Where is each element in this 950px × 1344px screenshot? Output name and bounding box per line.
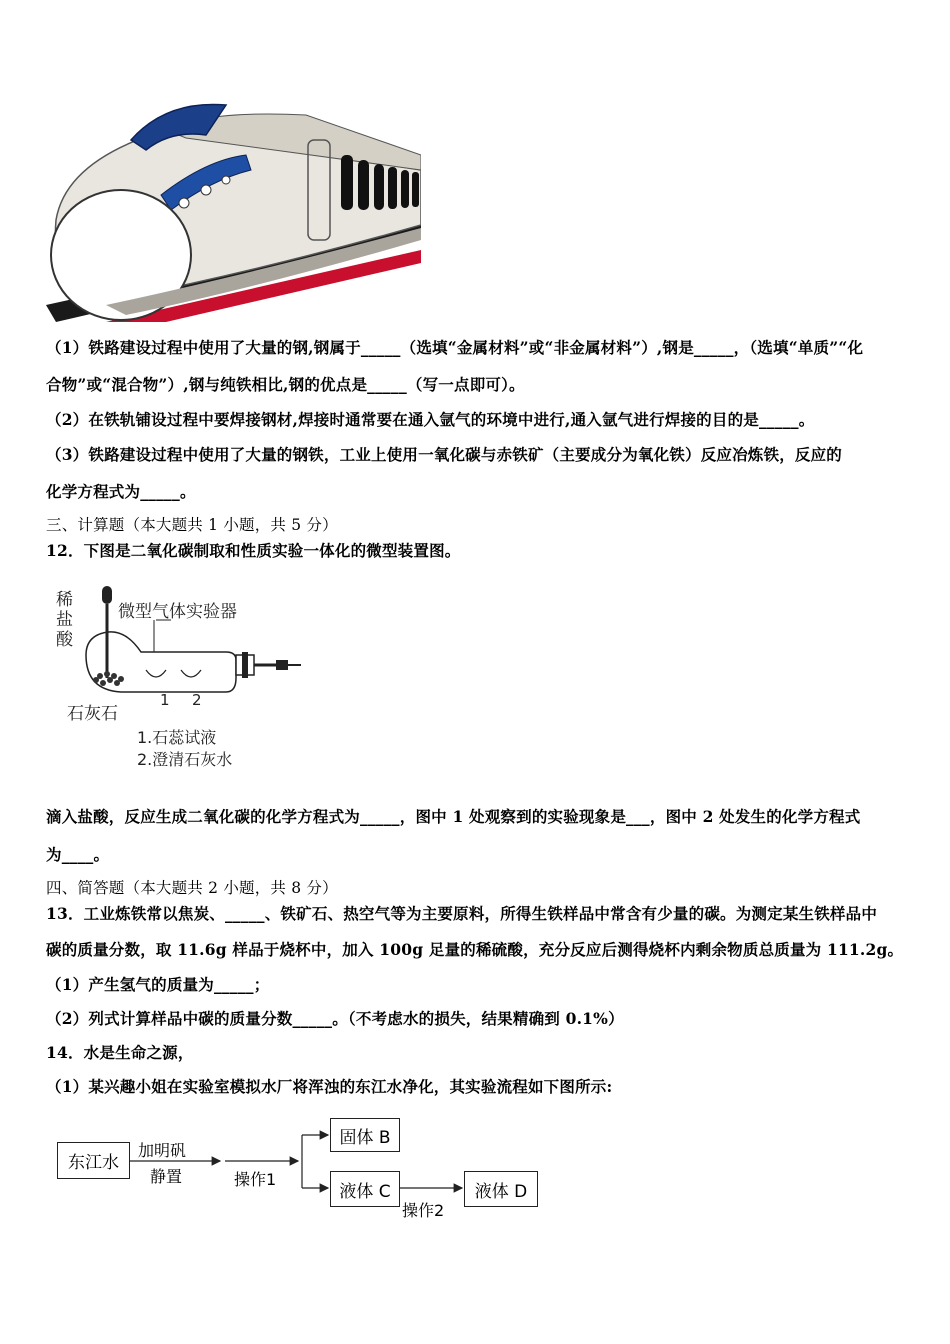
legend-litmus: 1.石蕊试液	[137, 728, 217, 747]
flow-liquid-d-box: 液体 D	[464, 1171, 538, 1207]
flow-solid-b-box: 固体 B	[330, 1118, 400, 1152]
q12-text-line1: 滴入盐酸，反应生成二氧化碳的化学方程式为_____，图中 1 处观察到的实验现象是___，图中 2 处发生的化学方程式	[46, 807, 861, 826]
flow-start-box: 东江水	[57, 1142, 130, 1179]
q13-part2: （2）列式计算样品中碳的质量分数_____。（不考虑水的损失，结果精确到 0.1%）	[46, 1009, 624, 1028]
q13-part1: （1）产生氢气的质量为_____；	[46, 975, 270, 994]
q11-part1-line2: 合物”或“混合物”）,钢与纯铁相比,钢的优点是_____（写一点即可）。	[46, 375, 525, 394]
acid-label: 稀盐酸	[52, 590, 72, 650]
q13-line2: 碳的质量分数，取 11.6g 样品于烧杯中，加入 100g 足量的稀硫酸，充分反应后测得烧杯内剩余物质总质量为 111.2g。	[46, 940, 904, 959]
flow-step1-bottom: 静置	[150, 1167, 183, 1186]
device-label: 微型气体实验器	[118, 602, 237, 622]
flow-op1: 操作1	[234, 1170, 277, 1189]
position-1-label: 1	[160, 691, 170, 709]
section3-heading: 三、计算题（本大题共 1 小题，共 5 分）	[46, 516, 338, 534]
q14-part1: （1）某兴趣小姐在实验室模拟水厂将浑浊的东江水净化，其实验流程如下图所示:	[46, 1077, 613, 1096]
q11-part2: （2）在铁轨铺设过程中要焊接钢材,焊接时通常要在通入氩气的环境中进行,通入氩气进行焊接的目的是_____。	[46, 410, 815, 429]
q13-line1: 13．工业炼铁常以焦炭、_____、铁矿石、热空气等为主要原料，所得生铁样品中常含有少量的碳。为测定某生铁样品中	[46, 904, 878, 923]
position-2-label: 2	[192, 691, 202, 709]
flow-op2: 操作2	[402, 1201, 445, 1220]
train-image	[46, 100, 421, 322]
legend-limewater: 2.澄清石灰水	[137, 750, 233, 769]
flow-liquid-c-box: 液体 C	[330, 1171, 400, 1207]
q11-part3-line2: 化学方程式为_____。	[46, 482, 196, 501]
q12-stem: 12．下图是二氧化碳制取和性质实验一体化的微型装置图。	[46, 541, 461, 560]
section4-heading: 四、简答题（本大题共 2 小题，共 8 分）	[46, 879, 338, 897]
q12-text-line2: 为____。	[46, 845, 110, 864]
limestone-label: 石灰石	[67, 704, 118, 724]
flow-step1-top: 加明矾	[138, 1141, 187, 1160]
q14-stem: 14．水是生命之源，	[46, 1043, 194, 1062]
q11-part1-line1: （1）铁路建设过程中使用了大量的钢,钢属于_____（选填“金属材料”或“非金属材料”）,钢是_____，（选填“单质”“化	[46, 338, 864, 357]
q11-part3-line1: （3）铁路建设过程中使用了大量的钢铁，工业上使用一氧化碳与赤铁矿（主要成分为氧化铁）反应冶炼铁，反应的	[46, 445, 842, 464]
